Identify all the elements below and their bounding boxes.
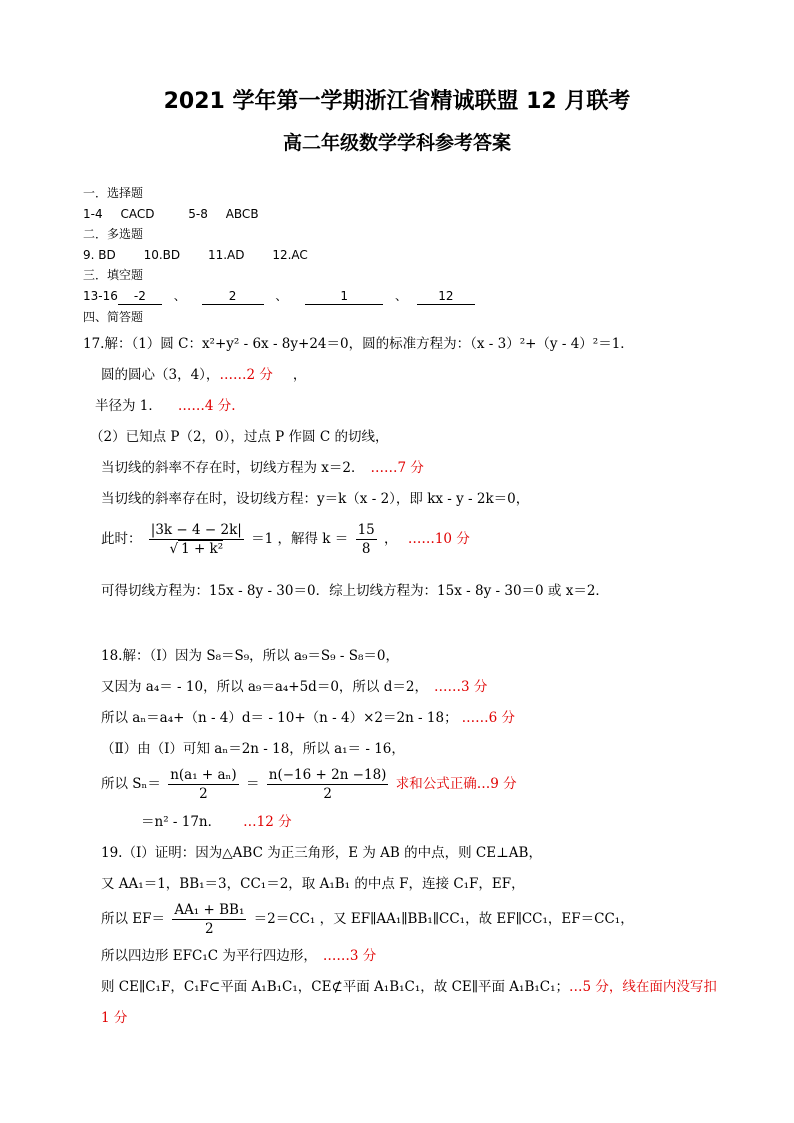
ef-fraction <box>172 901 246 938</box>
blank-16: 12 <box>417 289 475 305</box>
p17-comma: ， <box>384 531 398 547</box>
section-heading-multi: 二．多选题 <box>83 227 144 241</box>
p19-ef-result: ＝2＝CC₁ ，又 EF∥AA₁∥BB₁∥CC₁，故 EF∥CC₁，EF＝CC₁， <box>253 911 634 927</box>
p17-line4: （2）已知点 P（2，0），过点 P 作圆 C 的切线， <box>90 429 389 445</box>
document-title: 2021 学年第一学期浙江省精诚联盟 12 月联考 <box>163 89 631 114</box>
fraction-denominator: √ 1 + k² <box>169 541 224 557</box>
p18-sn-label: 所以 Sₙ＝ <box>101 776 161 792</box>
p18-d: 又因为 a₄＝ - 10，所以 a₉＝a₄+5d＝0，所以 d＝2， <box>101 679 428 695</box>
answer-10: 10.BD <box>143 248 181 262</box>
p18-line2 <box>101 678 487 696</box>
fraction-numerator: n(a₁ + aₙ) <box>170 767 237 783</box>
p19-line1: 19.（Ⅰ）证明：因为△ABC 为正三角形，E 为 AB 的中点，则 CE⊥AB， <box>101 845 542 861</box>
range-5-8: 5-8 <box>188 207 208 221</box>
score-mark: ……2 分 <box>219 367 273 383</box>
fraction-denominator: 2 <box>199 786 208 802</box>
sn-fraction-1 <box>168 766 238 803</box>
distance-fraction <box>149 521 244 558</box>
answer-11: 11.AD <box>207 248 245 262</box>
p17-line6: 当切线的斜率存在时，设切线方程：y＝k（x - 2），即 kx - y - 2k＝0， <box>101 491 530 507</box>
p18-line4: （Ⅱ）由（Ⅰ）可知 aₙ＝2n - 18，所以 a₁＝ - 16， <box>101 741 405 757</box>
separator: 、 <box>395 289 408 303</box>
p18-line5 <box>101 766 517 803</box>
p17-radius: 半径为 1． <box>95 398 162 414</box>
p18-line6 <box>141 813 292 831</box>
separator: 、 <box>173 289 186 303</box>
equals-sign: ＝ <box>245 776 260 792</box>
fraction-denominator: 2 <box>323 786 332 802</box>
p19-line6: 1 分 <box>101 1010 128 1026</box>
answers-5-8: ABCB <box>225 207 259 221</box>
p17-line7 <box>101 521 470 558</box>
p17-line2 <box>101 366 306 384</box>
p18-line1: 18.解：（Ⅰ）因为 S₈＝S₉，所以 a₉＝S₉ - S₈＝0， <box>101 648 399 664</box>
multi-answers <box>83 246 308 264</box>
p19-parallelogram: 所以四边形 EFC₁C 为平行四边形， <box>101 948 317 964</box>
blank-14: 2 <box>202 289 264 305</box>
section-heading-fill: 三．填空题 <box>83 268 144 282</box>
document-subtitle: 高二年级数学学科参考答案 <box>282 132 511 154</box>
score-mark: ……4 分. <box>177 398 236 414</box>
p19-ef-label: 所以 EF＝ <box>101 911 166 927</box>
fraction-numerator: n(−16 + 2n −18) <box>268 767 387 783</box>
fraction-numerator: AA₁ + BB₁ <box>174 902 245 918</box>
answer-9: 9. BD <box>83 248 116 262</box>
fill-label: 13-16 <box>83 289 118 303</box>
score-mark: ……10 分 <box>407 531 470 547</box>
score-mark: …12 分 <box>243 814 292 830</box>
p19-line3 <box>101 901 634 938</box>
p19-conclusion: 则 CE∥C₁F，C₁F⊂平面 A₁B₁C₁，CE⊄平面 A₁B₁C₁，故 CE∥平面 A₁B₁C₁； <box>101 979 570 995</box>
choice-answers <box>83 205 259 223</box>
p17-label: 此时： <box>101 531 142 547</box>
sn-fraction-2 <box>267 766 389 803</box>
score-mark: ……7 分 <box>370 460 424 476</box>
score-mark: ……6 分 <box>461 710 515 726</box>
section-heading-choice: 一．选择题 <box>83 186 144 200</box>
blank-15: 1 <box>305 289 383 305</box>
fraction-denominator: 8 <box>361 541 371 557</box>
score-mark: ……3 分 <box>322 948 377 964</box>
p17-equation: C：x²+y² - 6x - 8y+24＝0，圆的标准方程为：（x - 3）²+（y - 4）²＝1． <box>178 336 634 352</box>
p18-line3 <box>101 709 515 727</box>
score-mark: ……3 分 <box>433 679 488 695</box>
p17-line1 <box>83 335 634 353</box>
p18-an: 所以 aₙ＝a₄+（n - 4）d＝ - 10+（n - 4）×2＝2n - 18； <box>101 710 458 726</box>
fraction-denominator: 2 <box>205 921 214 937</box>
p19-line4 <box>101 947 376 965</box>
k-fraction <box>356 521 377 558</box>
p17-center: 圆的圆心（3，4）， <box>101 367 220 383</box>
score-mark: 求和公式正确…9 分 <box>395 776 517 792</box>
p19-line2: 又 AA₁＝1，BB₁＝3，CC₁＝2，取 A₁B₁ 的中点 F，连接 C₁F，EF， <box>101 876 525 892</box>
blank-13: -2 <box>118 289 162 305</box>
p17-vertical-case: 当切线的斜率不存在时，切线方程为 x＝2． <box>101 460 365 476</box>
p17-solve: ＝1 ，解得 k ＝ <box>251 531 349 547</box>
p18-sn-result: ＝n² - 17n． <box>141 814 222 830</box>
p17-comma: ， <box>292 367 307 383</box>
p17-intro: 17.解：（1）圆 <box>83 336 179 352</box>
fraction-numerator: 15 <box>357 522 375 538</box>
p17-line3 <box>95 397 236 415</box>
p17-line8: 可得切线方程为：15x - 8y - 30＝0．综上切线方程为：15x - 8y - 30＝0 或 x＝2． <box>101 583 609 599</box>
answers-1-4: CACD <box>120 207 155 221</box>
p19-line5 <box>101 978 717 996</box>
fill-answers <box>83 287 475 305</box>
score-mark: …5 分，线在面内没写扣 <box>569 979 717 995</box>
p17-line5 <box>101 459 424 477</box>
section-heading-answer: 四、简答题 <box>83 310 144 324</box>
answer-12: 12.AC <box>272 248 308 262</box>
range-1-4: 1-4 <box>83 207 103 221</box>
sqrt-content: 1 + k² <box>178 540 223 557</box>
separator: 、 <box>275 289 288 303</box>
fraction-numerator: |3k − 4 − 2k| <box>150 522 242 538</box>
